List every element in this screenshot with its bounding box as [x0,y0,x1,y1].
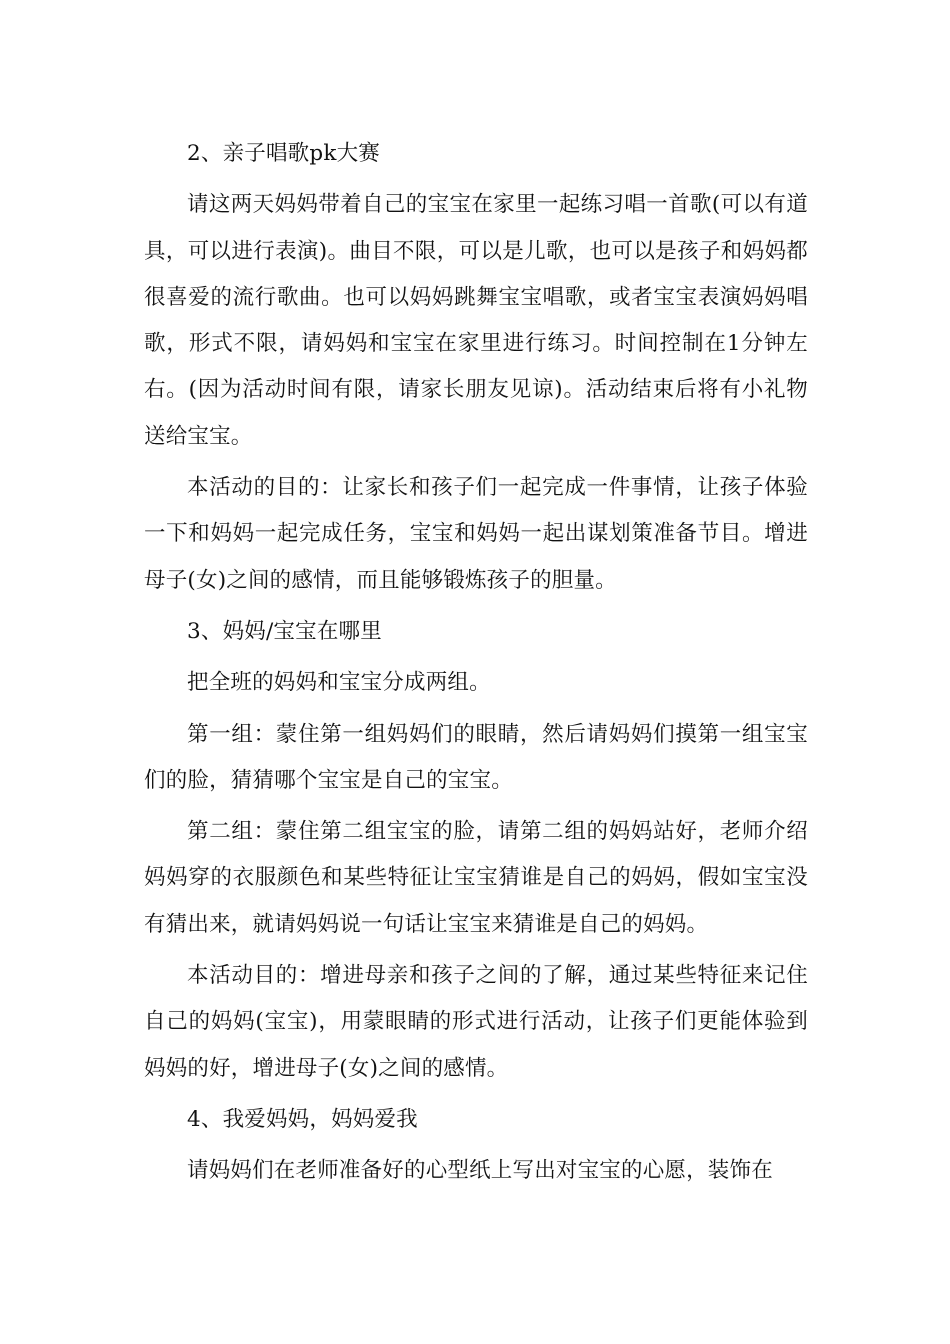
paragraph-heart-card: 请妈妈们在老师准备好的心型纸上写出对宝宝的心愿，装饰在 [187,1158,773,1184]
paragraph-group-one: 第一组：蒙住第一组妈妈们的眼睛，然后请妈妈们摸第一组宝宝们的脸，猜猜哪个宝宝是自己的宝宝。 [144,721,808,793]
paragraph-grouping: 把全班的妈妈和宝宝分成两组。 [187,670,491,696]
document-body [144,131,808,1200]
section-heading-2: 2、亲子唱歌pk大赛 [187,141,380,166]
paragraph-singing-instructions: 请这两天妈妈带着自己的宝宝在家里一起练习唱一首歌(可以有道具，可以进行表演)。曲目不限，可以是儿歌，也可以是孩子和妈妈都很喜爱的流行歌曲。也可以妈妈跳舞宝宝唱歌，或者宝宝表演妈妈唱歌，形式不限，请妈妈和宝宝在家里进行练习。时间控制在1分钟左右。(因为活动时间有限，请家长朋友见谅)。活动结束后将有小礼物送给宝宝。 [144,192,808,449]
paragraph-singing-purpose: 本活动的目的：让家长和孩子们一起完成一件事情，让孩子体验一下和妈妈一起完成任务，宝宝和妈妈一起出谋划策准备节目。增进母子(女)之间的感情，而且能够锻炼孩子的胆量。 [144,475,808,593]
section-heading-3: 3、妈妈/宝宝在哪里 [187,618,382,644]
paragraph-guessing-purpose: 本活动目的：增进母亲和孩子之间的了解，通过某些特征来记住自己的妈妈(宝宝)，用蒙眼睛的形式进行活动，让孩子们更能体验到妈妈的好，增进母子(女)之间的感情。 [144,963,808,1081]
section-heading-4: 4、我爱妈妈，妈妈爱我 [187,1106,418,1132]
paragraph-group-two: 第二组：蒙住第二组宝宝的脸，请第二组的妈妈站好，老师介绍妈妈穿的衣服颜色和某些特征让宝宝猜谁是自己的妈妈，假如宝宝没有猜出来，就请妈妈说一句话让宝宝来猜谁是自己的妈妈。 [144,819,808,937]
